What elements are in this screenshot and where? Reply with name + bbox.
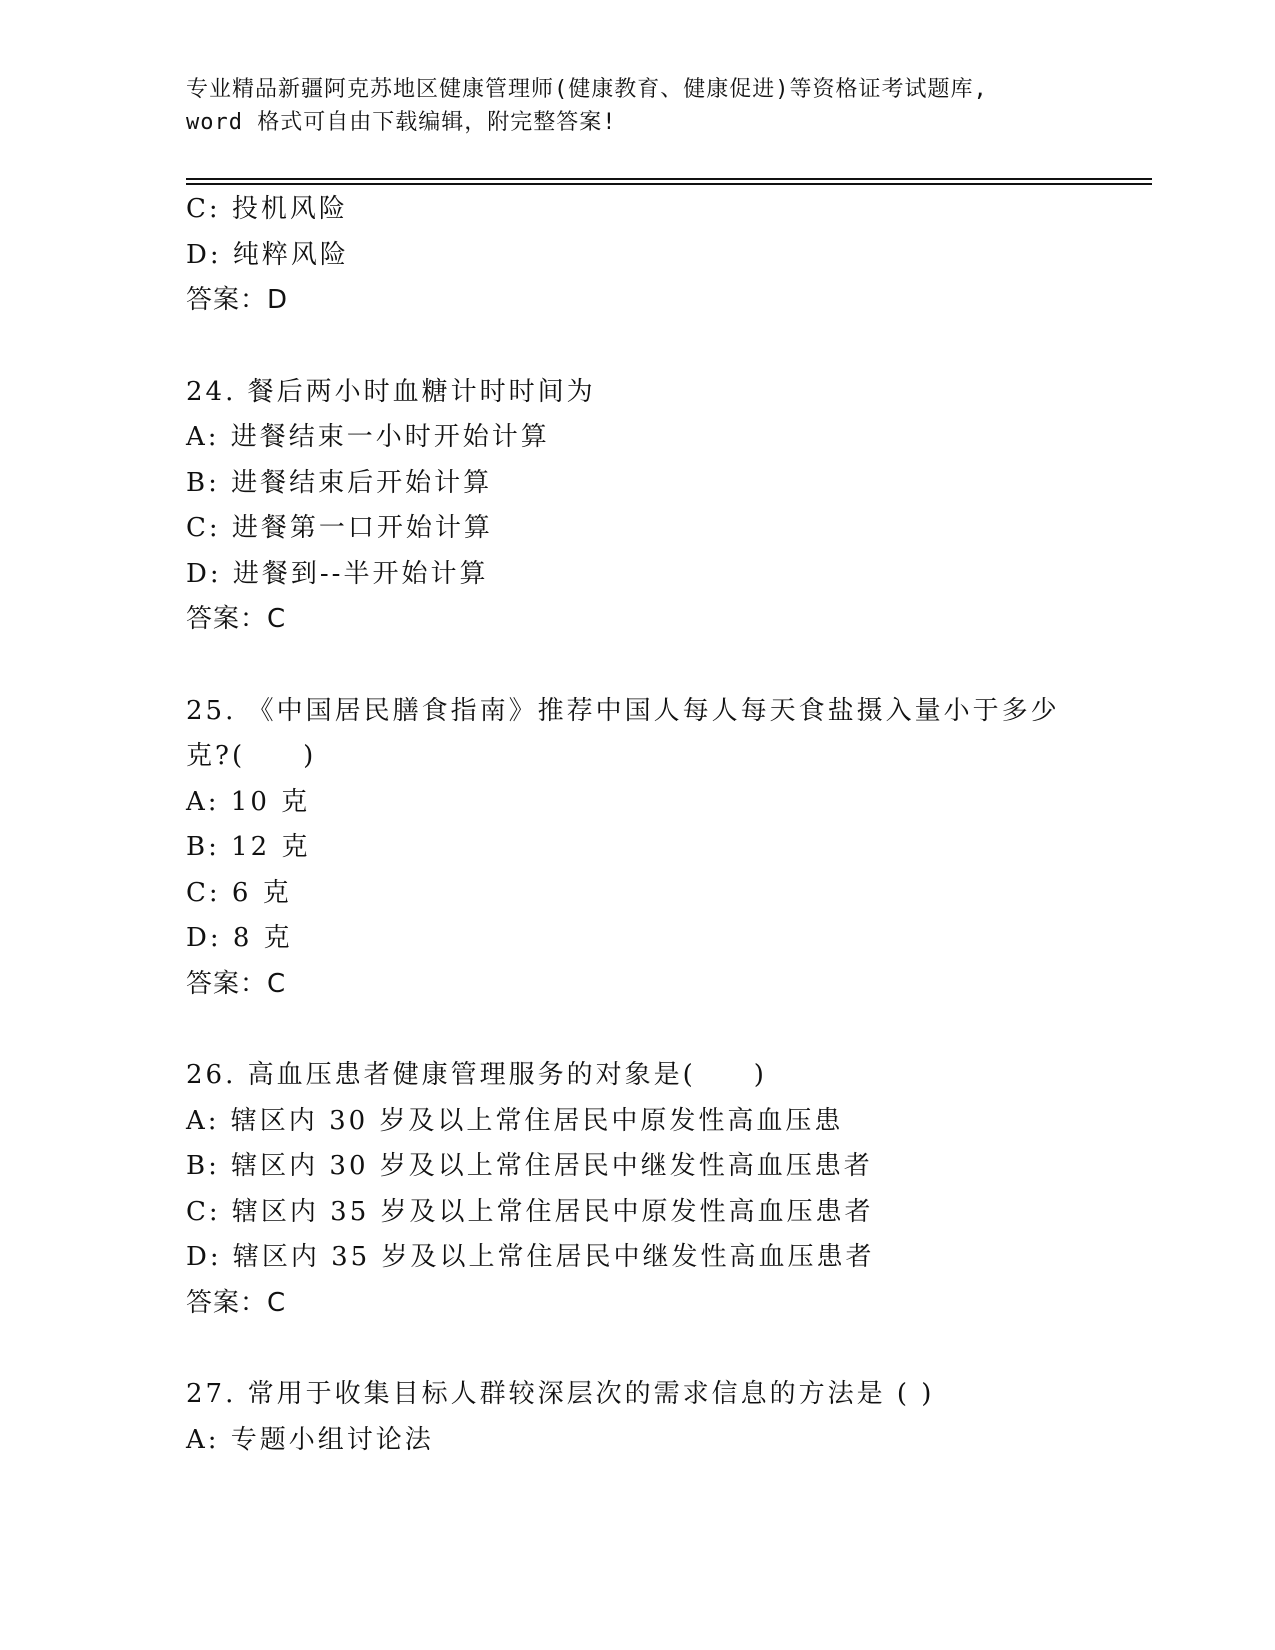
question-block-26 <box>186 1053 1146 1326</box>
option-a: A: 进餐结束一小时开始计算 <box>186 422 550 452</box>
answer-line: 答案：D <box>186 285 289 315</box>
spacer <box>186 1326 1146 1372</box>
question-block-24 <box>186 370 1146 643</box>
question-stem-line-2: 克?( ) <box>186 741 317 771</box>
option-b: B: 辖区内 30 岁及以上常住居民中继发性高血压患者 <box>186 1151 873 1181</box>
question-stem-line-1: 25. 《中国居民膳食指南》推荐中国人每人每天食盐摄入量小于多少 <box>186 695 1060 726</box>
header-divider-bottom <box>186 183 1152 185</box>
option-d: D: 辖区内 35 岁及以上常住居民中继发性高血压患者 <box>186 1242 875 1272</box>
answer-line: 答案：C <box>186 1287 287 1318</box>
option-b: B: 12 克 <box>186 832 311 862</box>
spacer <box>186 324 1146 370</box>
answer-line: 答案：C <box>186 968 287 999</box>
option-c: C: 投机风险 <box>186 194 348 224</box>
question-block-27 <box>186 1372 1146 1463</box>
option-d: D: 8 克 <box>186 923 293 953</box>
question-stem: 26. 高血压患者健康管理服务的对象是( ) <box>186 1060 767 1090</box>
question-stem: 27. 常用于收集目标人群较深层次的需求信息的方法是 ( ) <box>186 1379 935 1409</box>
option-a: A: 10 克 <box>186 786 311 817</box>
question-stem: 24. 餐后两小时血糖计时时间为 <box>186 376 596 407</box>
option-c: C: 6 克 <box>186 877 292 908</box>
answer-line: 答案：C <box>186 604 287 634</box>
header-divider-top <box>186 178 1152 180</box>
option-a: A: 辖区内 30 岁及以上常住居民中原发性高血压患 <box>186 1105 844 1136</box>
option-b: B: 进餐结束后开始计算 <box>186 467 493 498</box>
spacer <box>186 1007 1146 1053</box>
question-list <box>186 187 1146 1463</box>
option-d: D: 纯粹风险 <box>186 239 349 270</box>
document-header <box>186 73 1146 139</box>
option-a: A: 专题小组讨论法 <box>186 1424 434 1455</box>
question-block-23 <box>186 187 1146 324</box>
spacer <box>186 643 1146 689</box>
option-d: D: 进餐到--半开始计算 <box>186 558 489 589</box>
option-c: C: 辖区内 35 岁及以上常住居民中原发性高血压患者 <box>186 1196 874 1227</box>
header-title-line-1: 专业精品新疆阿克苏地区健康管理师(健康教育、健康促进)等资格证考试题库, <box>186 77 988 102</box>
option-c: C: 进餐第一口开始计算 <box>186 513 493 543</box>
header-title-line-2: word 格式可自由下载编辑，附完整答案! <box>186 110 617 135</box>
question-block-25 <box>186 689 1146 1008</box>
